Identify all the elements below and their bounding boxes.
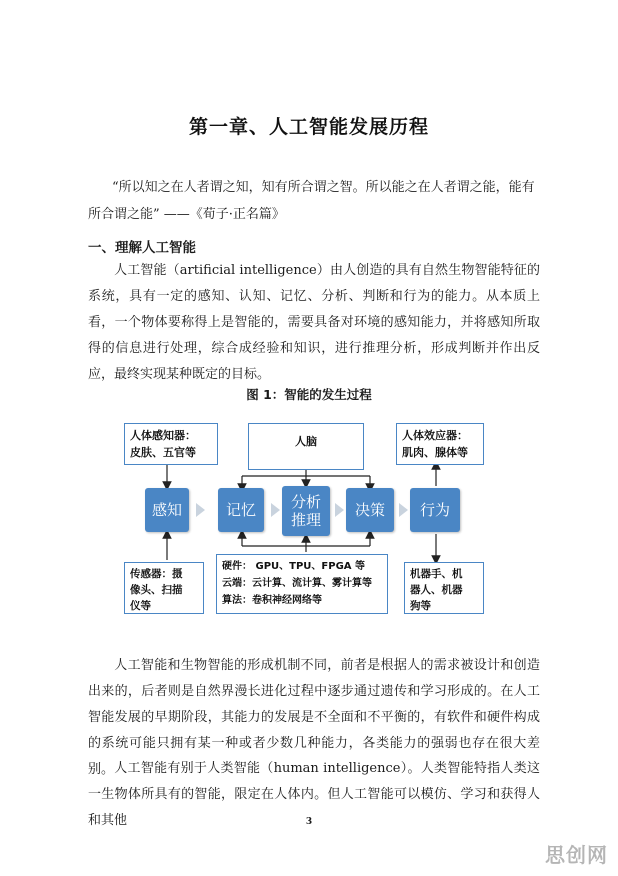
page-number: 3 <box>305 817 313 827</box>
chevron-right-icon <box>335 503 344 517</box>
paragraph-1-text: 人工智能（artificial intelligence）由人创造的具有自然生物智能特征的系统，具有一定的感知、认知、记忆、分析、判断和行为的能力。从本质上看，一个物体要称得上是智能的，需要具备对环境的感知能力，并将感知所取得的信息进行处理，综合成经验和知识，进行推理分析，形成判断并作出反应，最终实现某种既定的目标。 <box>88 263 540 382</box>
chapter-title: 第一章、人工智能发展历程 <box>188 116 429 138</box>
algorithm-line: 算法：卷积神经网络等 <box>222 595 322 606</box>
paragraph-2-text: 人工智能和生物智能的形成机制不同，前者是根据人的需求被设计和创造出来的，后者则是自然界漫长进化过程中逐步通过遗传和学习形成的。在人工智能发展的早期阶段，其能力的发展是不全面和不平衡的，有软件和硬件构成的系统可能只拥有某一种或者少数几种能力，各类能力的强弱也存在很大差别。 <box>88 658 540 777</box>
stage-perception: 感知 <box>145 488 189 532</box>
figure-caption: 图 1：智能的发生过程 <box>246 387 372 402</box>
stage-decision: 决策 <box>346 488 394 532</box>
stage-memory: 记忆 <box>218 488 264 532</box>
chevron-right-icon <box>399 503 408 517</box>
human-brain-box: 人脑 <box>248 423 364 470</box>
quote-line-2: 所合谓之能” ——《荀子·正名篇》 <box>88 207 285 222</box>
stage-analysis-reasoning: 分析 推理 <box>282 486 330 536</box>
robot-device-box: 机器手、机 器人、机器 狗等 <box>404 562 484 614</box>
paragraph-1 <box>88 258 540 388</box>
section-heading: 一、理解人工智能 <box>88 240 196 256</box>
intelligence-process-diagram <box>120 410 500 620</box>
sensor-device-box: 传感器：摄 像头、扫描 仪等 <box>124 562 204 614</box>
hardware-line: 硬件： GPU、TPU、FPGA 等 <box>222 561 365 572</box>
human-effector-box: 人体效应器： 肌肉、腺体等 <box>396 423 484 465</box>
stage-action: 行为 <box>410 488 460 532</box>
cloud-line: 云端：云计算、流计算、雾计算等 <box>222 578 372 589</box>
chevron-right-icon <box>271 503 280 517</box>
quote-line-1: “所以知之在人者谓之知，知有所合谓之智。所以能之在人者谓之能，能有 <box>112 180 535 195</box>
site-watermark: 思创网 <box>545 843 608 867</box>
human-sensor-box: 人体感知器： 皮肤、五官等 <box>124 423 218 465</box>
paragraph-3-text: 人工智能有别于人类智能（human intelligence）。人类智能特指人类这一生物体所具有的智能，限定在人体内。但人工智能可以模仿、学习和获得人和其他 <box>88 761 540 828</box>
chevron-right-icon <box>196 503 205 517</box>
hardware-cloud-algorithm-box <box>216 554 388 614</box>
